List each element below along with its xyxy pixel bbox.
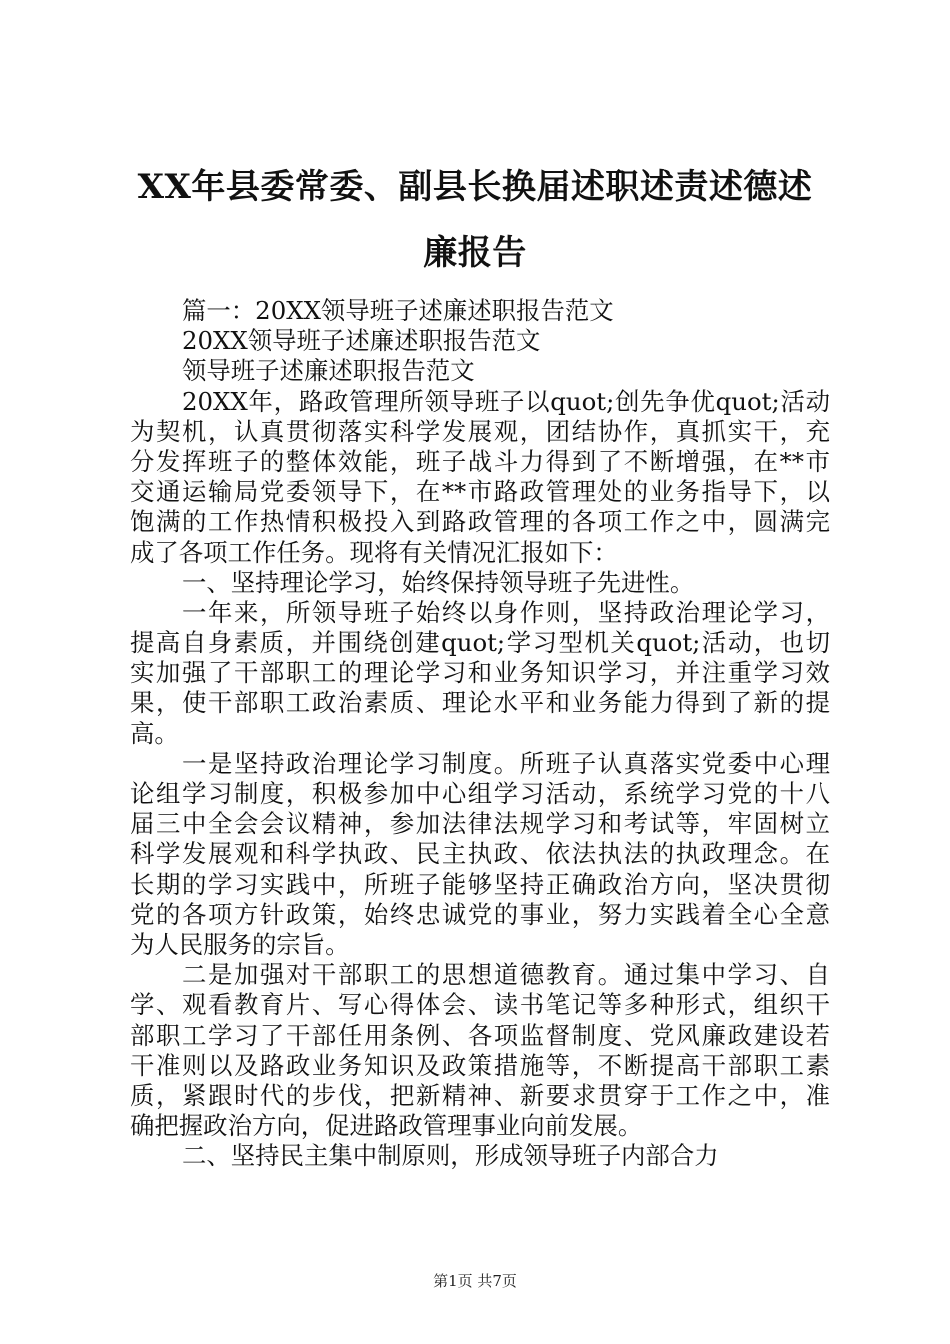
text-line: 部职工学习了干部任用条例、各项监督制度、党风廉政建设若: [130, 1020, 830, 1050]
text-line: 篇一：20XX领导班子述廉述职报告范文: [182, 296, 614, 325]
text-line: 实加强了干部职工的理论学习和业务知识学习，并注重学习效: [130, 658, 830, 688]
text-line: 一、坚持理论学习，始终保持领导班子先进性。: [182, 567, 695, 597]
text-line: 党的各项方针政策，始终忠诚党的事业，努力实践着全心全意: [130, 899, 830, 929]
page-footer: 第1页 共7页: [433, 1272, 517, 1290]
text-line: 为契机，认真贯彻落实科学发展观，团结协作，真抓实干，充: [130, 416, 830, 446]
text-line: 分发挥班子的整体效能，班子战斗力得到了不断增强，在**市: [130, 446, 830, 476]
text-line: 届三中全会会议精神，参加法律法规学习和考试等，牢固树立: [130, 809, 830, 839]
text-line: 果，使干部职工政治素质、理论水平和业务能力得到了新的提: [130, 688, 830, 718]
text-line: 20XX年，路政管理所领导班子以quot;创先争优quot;活动: [182, 386, 830, 416]
text-line: 20XX领导班子述廉述职报告范文: [182, 326, 541, 356]
text-line: 饱满的工作热情积极投入到路政管理的各项工作之中，圆满完: [130, 507, 830, 537]
title-line-1: XX年县委常委、副县长换届述职述责述德述: [137, 167, 813, 207]
text-line: 干准则以及路政业务知识及政策措施等，不断提高干部职工素: [130, 1050, 830, 1080]
text-line: 质，紧跟时代的步伐，把新精神、新要求贯穿于工作之中，准: [130, 1080, 830, 1110]
text-line: 一年来，所领导班子始终以身作则，坚持政治理论学习，: [182, 597, 830, 627]
text-line: 二是加强对干部职工的思想道德教育。通过集中学习、自: [182, 960, 830, 990]
text-line: 交通运输局党委领导下，在**市路政管理处的业务指导下，以: [130, 477, 830, 507]
document-title: [120, 154, 830, 286]
text-line: 一是坚持政治理论学习制度。所班子认真落实党委中心理: [182, 748, 830, 778]
text-line: 成了各项工作任务。现将有关情况汇报如下：: [130, 537, 618, 567]
document-body: [130, 296, 830, 1171]
text-line: 为人民服务的宗旨。: [130, 929, 350, 959]
text-line: 提高自身素质，并围绕创建quot;学习型机关quot;活动，也切: [130, 628, 830, 658]
text-line: 高。: [130, 718, 179, 748]
text-line: 长期的学习实践中，所班子能够坚持正确政治方向，坚决贯彻: [130, 869, 830, 899]
text-line: 领导班子述廉述职报告范文: [182, 356, 475, 386]
title-line-2: 廉报告: [423, 233, 527, 273]
text-line: 科学发展观和科学执政、民主执政、依法执法的执政理念。在: [130, 839, 830, 869]
text-line: 论组学习制度，积极参加中心组学习活动，系统学习党的十八: [130, 779, 830, 808]
text-line: 二、坚持民主集中制原则，形成领导班子内部合力: [182, 1141, 719, 1171]
text-line: 学、观看教育片、写心得体会、读书笔记等多种形式，组织干: [130, 990, 830, 1020]
text-line: 确把握政治方向，促进路政管理事业向前发展。: [130, 1111, 643, 1141]
